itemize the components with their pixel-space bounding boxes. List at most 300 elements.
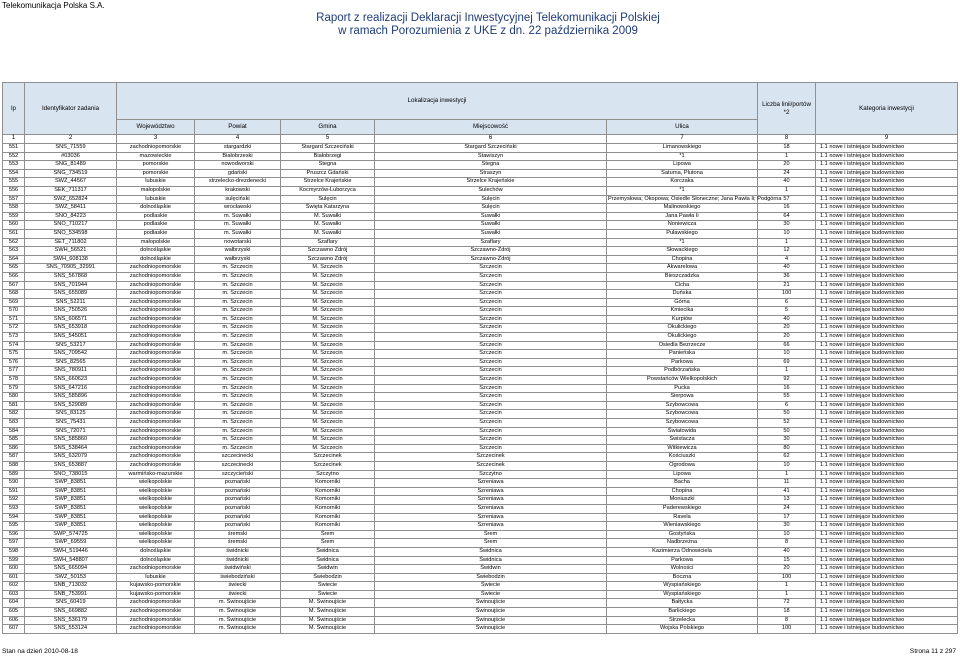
cell-kategoria: 1.1 nowe i istniejące budownictwo: [816, 152, 958, 161]
cell-ulica: Chopina: [607, 487, 758, 496]
cell-liczba: 36: [758, 272, 816, 281]
cell-kategoria: 1.1 nowe i istniejące budownictwo: [816, 582, 958, 591]
cell-lp: 592: [3, 496, 25, 505]
cell-wojewodztwo: zachodniopomorskie: [117, 436, 195, 445]
cell-identyfikator: SNS_71559: [25, 144, 117, 153]
cell-kategoria: 1.1 nowe i istniejące budownictwo: [816, 547, 958, 556]
cell-kategoria: 1.1 nowe i istniejące budownictwo: [816, 333, 958, 342]
cell-ulica: Saturna, Plutona: [607, 169, 758, 178]
cell-miejscowosc: Stegna: [375, 161, 607, 170]
cell-gmina: Sulęcin: [281, 195, 375, 204]
cell-ulica: Okulickiego: [607, 333, 758, 342]
cell-wojewodztwo: zachodniopomorskie: [117, 298, 195, 307]
cell-liczba: 8: [758, 616, 816, 625]
cell-miejscowosc: Suwałki: [375, 212, 607, 221]
cell-wojewodztwo: lubuskie: [117, 195, 195, 204]
cell-gmina: M. Szczecin: [281, 367, 375, 376]
cell-powiat: m. Szczecin: [195, 384, 281, 393]
cell-lp: 561: [3, 229, 25, 238]
cell-powiat: m. Szczecin: [195, 333, 281, 342]
cell-kategoria: 1.1 nowe i istniejące budownictwo: [816, 298, 958, 307]
cell-powiat: szczecinecki: [195, 453, 281, 462]
cell-kategoria: 1.1 nowe i istniejące budownictwo: [816, 367, 958, 376]
cell-ulica: Gostyńska: [607, 530, 758, 539]
cell-kategoria: 1.1 nowe i istniejące budownictwo: [816, 616, 958, 625]
cell-ulica: Parkowa: [607, 556, 758, 565]
cell-wojewodztwo: zachodniopomorskie: [117, 376, 195, 385]
table-row: [3, 582, 958, 591]
cell-gmina: Stegna: [281, 161, 375, 170]
cell-powiat: poznański: [195, 513, 281, 522]
cell-kategoria: 1.1 nowe i istniejące budownictwo: [816, 590, 958, 599]
cell-powiat: świdnicki: [195, 547, 281, 556]
cell-identyfikator: SNS_52211: [25, 298, 117, 307]
cell-lp: 565: [3, 264, 25, 273]
cell-gmina: M. Świnoujście: [281, 616, 375, 625]
cell-miejscowosc: Szreniawa: [375, 487, 607, 496]
cell-wojewodztwo: podlaskie: [117, 229, 195, 238]
cell-ulica: Wieniawskiego: [607, 522, 758, 531]
table-row: [3, 608, 958, 617]
cell-kategoria: 1.1 nowe i istniejące budownictwo: [816, 358, 958, 367]
cell-powiat: świdnicki: [195, 556, 281, 565]
cell-identyfikator: SNS_750526: [25, 307, 117, 316]
cell-ulica: Lipowa: [607, 470, 758, 479]
cell-identyfikator: SWP_83851: [25, 504, 117, 513]
header-lp: lp: [3, 83, 25, 135]
header-liczba: Liczba linii/portów *2: [758, 83, 816, 135]
cell-identyfikator: SNS_606571: [25, 315, 117, 324]
cell-miejscowosc: Śrem: [375, 530, 607, 539]
cell-gmina: Świdnica: [281, 556, 375, 565]
cell-gmina: M. Szczecin: [281, 427, 375, 436]
cell-lp: 557: [3, 195, 25, 204]
cell-lp: 602: [3, 582, 25, 591]
table-row: [3, 590, 958, 599]
cell-liczba: 40: [758, 547, 816, 556]
cell-lp: 560: [3, 221, 25, 230]
cell-miejscowosc: Szczecin: [375, 384, 607, 393]
cell-kategoria: 1.1 nowe i istniejące budownictwo: [816, 195, 958, 204]
cell-lp: 585: [3, 436, 25, 445]
cell-miejscowosc: Szczecin: [375, 401, 607, 410]
cell-liczba: 24: [758, 504, 816, 513]
cell-identyfikator: SNS_60419: [25, 599, 117, 608]
cell-ulica: Malinowskiego: [607, 204, 758, 213]
cell-lp: 555: [3, 178, 25, 187]
cell-kategoria: 1.1 nowe i istniejące budownictwo: [816, 169, 958, 178]
cell-lp: 604: [3, 599, 25, 608]
cell-kategoria: 1.1 nowe i istniejące budownictwo: [816, 419, 958, 428]
cell-identyfikator: SWP_83851: [25, 522, 117, 531]
cell-liczba: 30: [758, 436, 816, 445]
cell-lp: 578: [3, 376, 25, 385]
cell-liczba: 72: [758, 599, 816, 608]
cell-gmina: M. Świnoujście: [281, 625, 375, 634]
cell-identyfikator: SWH_519446: [25, 547, 117, 556]
cell-kategoria: 1.1 nowe i istniejące budownictwo: [816, 401, 958, 410]
header-kategoria: Kategoria inwestycji: [816, 83, 958, 135]
cell-liczba: 64: [758, 212, 816, 221]
cell-miejscowosc: Sulęcin: [375, 195, 607, 204]
cell-liczba: 20: [758, 324, 816, 333]
cell-liczba: 20: [758, 565, 816, 574]
cell-gmina: Szczecinek: [281, 461, 375, 470]
cell-lp: 563: [3, 247, 25, 256]
table-row: [3, 350, 958, 359]
cell-identyfikator: SNS_545051: [25, 333, 117, 342]
header-row-main: [3, 83, 958, 120]
cell-wojewodztwo: zachodniopomorskie: [117, 410, 195, 419]
report-table: [2, 82, 958, 634]
cell-lp: 588: [3, 461, 25, 470]
cell-ulica: Podbórzańska: [607, 367, 758, 376]
cell-liczba: 52: [758, 419, 816, 428]
cell-miejscowosc: Szreniawa: [375, 496, 607, 505]
cell-powiat: sulęciński: [195, 195, 281, 204]
cell-miejscowosc: Świecie: [375, 582, 607, 591]
cell-gmina: M. Suwałki: [281, 212, 375, 221]
cell-lp: 591: [3, 487, 25, 496]
cell-lp: 595: [3, 522, 25, 531]
cell-identyfikator: SWH_608138: [25, 255, 117, 264]
cell-identyfikator: SNS_632079: [25, 453, 117, 462]
cell-ulica: Kazimierza Odnowiciela: [607, 547, 758, 556]
cell-powiat: m. Szczecin: [195, 436, 281, 445]
cell-gmina: M. Szczecin: [281, 419, 375, 428]
table-row: [3, 539, 958, 548]
cell-gmina: M. Szczecin: [281, 350, 375, 359]
cell-powiat: świdwiński: [195, 565, 281, 574]
cell-ulica: Szybowcowa: [607, 419, 758, 428]
cell-kategoria: 1.1 nowe i istniejące budownictwo: [816, 238, 958, 247]
cell-gmina: Pruszcz Gdański: [281, 169, 375, 178]
column-number: 3: [117, 135, 195, 144]
table-row: [3, 144, 958, 153]
table-row: [3, 212, 958, 221]
cell-wojewodztwo: zachodniopomorskie: [117, 625, 195, 634]
cell-identyfikator: #03036: [25, 152, 117, 161]
cell-wojewodztwo: wielkopolskie: [117, 513, 195, 522]
cell-powiat: świecki: [195, 582, 281, 591]
cell-wojewodztwo: wielkopolskie: [117, 479, 195, 488]
cell-liczba: 17: [758, 513, 816, 522]
cell-wojewodztwo: pomorskie: [117, 161, 195, 170]
column-number: 5: [281, 135, 375, 144]
cell-lp: 594: [3, 513, 25, 522]
cell-identyfikator: SNS_653887: [25, 461, 117, 470]
cell-ulica: Witkiewicza: [607, 444, 758, 453]
cell-lp: 589: [3, 470, 25, 479]
cell-identyfikator: SWH_56521: [25, 247, 117, 256]
cell-miejscowosc: Szczecin: [375, 264, 607, 273]
cell-lp: 576: [3, 358, 25, 367]
table-row: [3, 186, 958, 195]
cell-wojewodztwo: zachodniopomorskie: [117, 272, 195, 281]
cell-liczba: 100: [758, 573, 816, 582]
cell-lp: 574: [3, 341, 25, 350]
cell-gmina: Stargard Szczeciński: [281, 144, 375, 153]
cell-wojewodztwo: dolnośląskie: [117, 204, 195, 213]
cell-liczba: 1: [758, 238, 816, 247]
cell-liczba: 16: [758, 384, 816, 393]
cell-kategoria: 1.1 nowe i istniejące budownictwo: [816, 255, 958, 264]
cell-liczba: 13: [758, 496, 816, 505]
table-row: [3, 298, 958, 307]
cell-miejscowosc: Szczecin: [375, 350, 607, 359]
cell-ulica: Kościuszki: [607, 453, 758, 462]
cell-powiat: wałbrzyski: [195, 247, 281, 256]
cell-ulica: Bałtycka: [607, 599, 758, 608]
cell-miejscowosc: Szreniawa: [375, 504, 607, 513]
cell-powiat: nowotarski: [195, 238, 281, 247]
cell-gmina: Szczawno Zdrój: [281, 247, 375, 256]
cell-wojewodztwo: zachodniopomorskie: [117, 565, 195, 574]
table-row: [3, 504, 958, 513]
cell-liczba: 20: [758, 161, 816, 170]
cell-miejscowosc: Szczecin: [375, 419, 607, 428]
cell-ulica: Osiedla Bezrzecze: [607, 341, 758, 350]
cell-identyfikator: SNS_536179: [25, 616, 117, 625]
cell-gmina: M. Szczecin: [281, 444, 375, 453]
cell-identyfikator: SWP_83851: [25, 513, 117, 522]
cell-liczba: 40: [758, 315, 816, 324]
cell-ulica: Jana Pawła Ii: [607, 212, 758, 221]
cell-liczba: 40: [758, 178, 816, 187]
cell-wojewodztwo: zachodniopomorskie: [117, 264, 195, 273]
cell-kategoria: 1.1 nowe i istniejące budownictwo: [816, 393, 958, 402]
report-title-line-1: Raport z realizacji Deklaracji Inwestycyjnej Telekomunikacji Polskiej: [316, 12, 660, 24]
cell-gmina: M. Szczecin: [281, 290, 375, 299]
cell-miejscowosc: Szczecin: [375, 410, 607, 419]
cell-ulica: Świstacza: [607, 436, 758, 445]
cell-kategoria: 1.1 nowe i istniejące budownictwo: [816, 608, 958, 617]
cell-lp: 598: [3, 547, 25, 556]
cell-wojewodztwo: zachodniopomorskie: [117, 350, 195, 359]
cell-miejscowosc: Szczecin: [375, 298, 607, 307]
cell-ulica: Powstańców Wielkopolskich: [607, 376, 758, 385]
cell-wojewodztwo: małopolskie: [117, 186, 195, 195]
cell-liczba: 57: [758, 195, 816, 204]
report-title-line-2: w ramach Porozumienia z UKE z dn. 22 października 2009: [338, 25, 638, 37]
cell-ulica: Boczna: [607, 573, 758, 582]
cell-identyfikator: SNS_655089: [25, 290, 117, 299]
header-lokalizacja: Lokalizacja inwestycji: [117, 83, 758, 120]
cell-lp: 567: [3, 281, 25, 290]
cell-gmina: Szczawno Zdrój: [281, 255, 375, 264]
cell-kategoria: 1.1 nowe i istniejące budownictwo: [816, 487, 958, 496]
cell-lp: 575: [3, 350, 25, 359]
cell-wojewodztwo: lubuskie: [117, 573, 195, 582]
cell-miejscowosc: Strzelce Krajeńskie: [375, 178, 607, 187]
cell-miejscowosc: Świnoujście: [375, 599, 607, 608]
cell-identyfikator: SNG_81489: [25, 161, 117, 170]
cell-gmina: M. Szczecin: [281, 281, 375, 290]
cell-identyfikator: SNS_538464: [25, 444, 117, 453]
cell-ulica: *1: [607, 238, 758, 247]
cell-ulica: Duńska: [607, 290, 758, 299]
cell-wojewodztwo: zachodniopomorskie: [117, 608, 195, 617]
cell-wojewodztwo: zachodniopomorskie: [117, 453, 195, 462]
cell-liczba: 10: [758, 461, 816, 470]
table-row: [3, 333, 958, 342]
cell-ulica: Wyspiańskiego: [607, 582, 758, 591]
table-row: [3, 272, 958, 281]
cell-wojewodztwo: zachodniopomorskie: [117, 358, 195, 367]
cell-gmina: Szaflary: [281, 238, 375, 247]
cell-lp: 596: [3, 530, 25, 539]
cell-kategoria: 1.1 nowe i istniejące budownictwo: [816, 513, 958, 522]
cell-wojewodztwo: zachodniopomorskie: [117, 341, 195, 350]
cell-wojewodztwo: zachodniopomorskie: [117, 290, 195, 299]
cell-lp: 593: [3, 504, 25, 513]
cell-liczba: 100: [758, 625, 816, 634]
cell-ulica: Strzelecka: [607, 616, 758, 625]
cell-lp: 570: [3, 307, 25, 316]
cell-kategoria: 1.1 nowe i istniejące budownictwo: [816, 281, 958, 290]
cell-lp: 551: [3, 144, 25, 153]
column-number: 7: [607, 135, 758, 144]
cell-liczba: 40: [758, 264, 816, 273]
cell-identyfikator: SWP_83851: [25, 479, 117, 488]
table-row: [3, 152, 958, 161]
cell-liczba: 20: [758, 333, 816, 342]
cell-powiat: m. Szczecin: [195, 290, 281, 299]
table-row: [3, 195, 958, 204]
cell-liczba: 1: [758, 590, 816, 599]
cell-miejscowosc: Suwałki: [375, 229, 607, 238]
cell-identyfikator: SWP_69559: [25, 539, 117, 548]
cell-ulica: Moniuszki: [607, 496, 758, 505]
cell-powiat: krakowski: [195, 186, 281, 195]
cell-liczba: 80: [758, 444, 816, 453]
cell-wojewodztwo: zachodniopomorskie: [117, 393, 195, 402]
cell-powiat: m. Szczecin: [195, 264, 281, 273]
cell-ulica: Wyspiańskiego: [607, 590, 758, 599]
cell-powiat: m. Świnoujście: [195, 608, 281, 617]
cell-ulica: Puławskiego: [607, 229, 758, 238]
table-row: [3, 247, 958, 256]
cell-lp: 582: [3, 410, 25, 419]
cell-ulica: Lipowa: [607, 161, 758, 170]
cell-miejscowosc: Stawiszyn: [375, 152, 607, 161]
cell-wojewodztwo: dolnośląskie: [117, 255, 195, 264]
cell-wojewodztwo: pomorskie: [117, 169, 195, 178]
table-row: [3, 281, 958, 290]
cell-identyfikator: SNO_84223: [25, 212, 117, 221]
cell-lp: 581: [3, 401, 25, 410]
cell-wojewodztwo: dolnośląskie: [117, 547, 195, 556]
cell-wojewodztwo: zachodniopomorskie: [117, 419, 195, 428]
cell-lp: 583: [3, 419, 25, 428]
table-row: [3, 161, 958, 170]
cell-lp: 579: [3, 384, 25, 393]
table-row: [3, 384, 958, 393]
cell-identyfikator: SWZ_50153: [25, 573, 117, 582]
column-number: 2: [25, 135, 117, 144]
table-row: [3, 513, 958, 522]
cell-powiat: m. Suwałki: [195, 221, 281, 230]
cell-powiat: poznański: [195, 487, 281, 496]
cell-liczba: 11: [758, 479, 816, 488]
column-number: 1: [3, 135, 25, 144]
cell-ulica: *1: [607, 186, 758, 195]
cell-wojewodztwo: dolnośląskie: [117, 556, 195, 565]
cell-wojewodztwo: wielkopolskie: [117, 487, 195, 496]
table-row: [3, 255, 958, 264]
cell-miejscowosc: Świnoujście: [375, 625, 607, 634]
cell-miejscowosc: Szczecin: [375, 367, 607, 376]
cell-identyfikator: SNS_553124: [25, 625, 117, 634]
cell-ulica: Limanowskiego: [607, 144, 758, 153]
cell-wojewodztwo: zachodniopomorskie: [117, 333, 195, 342]
cell-identyfikator: SNS_529089: [25, 401, 117, 410]
cell-powiat: m. Szczecin: [195, 272, 281, 281]
cell-kategoria: 1.1 nowe i istniejące budownictwo: [816, 247, 958, 256]
cell-lp: 562: [3, 238, 25, 247]
cell-lp: 568: [3, 290, 25, 299]
cell-gmina: M. Szczecin: [281, 384, 375, 393]
cell-powiat: m. Szczecin: [195, 367, 281, 376]
cell-powiat: poznański: [195, 496, 281, 505]
cell-gmina: M. Szczecin: [281, 324, 375, 333]
cell-identyfikator: SWP_83851: [25, 487, 117, 496]
cell-lp: 569: [3, 298, 25, 307]
cell-identyfikator: SWZ_44567: [25, 178, 117, 187]
cell-miejscowosc: Szczecin: [375, 307, 607, 316]
header-identyfikator: Identyfikator zadania: [25, 83, 117, 135]
cell-powiat: m. Szczecin: [195, 444, 281, 453]
cell-identyfikator: SNB_753991: [25, 590, 117, 599]
cell-liczba: 21: [758, 281, 816, 290]
cell-kategoria: 1.1 nowe i istniejące budownictwo: [816, 461, 958, 470]
cell-identyfikator: SNS_660623: [25, 376, 117, 385]
cell-lp: 577: [3, 367, 25, 376]
cell-kategoria: 1.1 nowe i istniejące budownictwo: [816, 315, 958, 324]
cell-identyfikator: SNS_665094: [25, 565, 117, 574]
cell-wojewodztwo: wielkopolskie: [117, 496, 195, 505]
cell-ulica: Ogrodowa: [607, 461, 758, 470]
cell-wojewodztwo: zachodniopomorskie: [117, 427, 195, 436]
cell-powiat: stargardzki: [195, 144, 281, 153]
table-row: [3, 487, 958, 496]
cell-gmina: Komorniki: [281, 479, 375, 488]
cell-wojewodztwo: dolnośląskie: [117, 247, 195, 256]
cell-liczba: 24: [758, 169, 816, 178]
cell-liczba: 100: [758, 290, 816, 299]
cell-kategoria: 1.1 nowe i istniejące budownictwo: [816, 556, 958, 565]
cell-gmina: M. Suwałki: [281, 221, 375, 230]
cell-miejscowosc: Stargard Szczeciński: [375, 144, 607, 153]
cell-powiat: gdański: [195, 169, 281, 178]
cell-miejscowosc: Szczecin: [375, 427, 607, 436]
cell-wojewodztwo: kujawsko-pomorskie: [117, 590, 195, 599]
cell-ulica: Chopina: [607, 255, 758, 264]
cell-kategoria: 1.1 nowe i istniejące budownictwo: [816, 341, 958, 350]
cell-liczba: 4: [758, 255, 816, 264]
table-row: [3, 324, 958, 333]
cell-powiat: m. Szczecin: [195, 341, 281, 350]
cell-kategoria: 1.1 nowe i istniejące budownictwo: [816, 453, 958, 462]
cell-ulica: Cicha: [607, 281, 758, 290]
cell-identyfikator: SNO_534598: [25, 229, 117, 238]
cell-miejscowosc: Szczecin: [375, 358, 607, 367]
cell-gmina: M. Szczecin: [281, 401, 375, 410]
cell-lp: 571: [3, 315, 25, 324]
cell-powiat: m. Szczecin: [195, 281, 281, 290]
cell-miejscowosc: Szczecin: [375, 315, 607, 324]
header-wojewodztwo: Województwo: [117, 120, 195, 135]
